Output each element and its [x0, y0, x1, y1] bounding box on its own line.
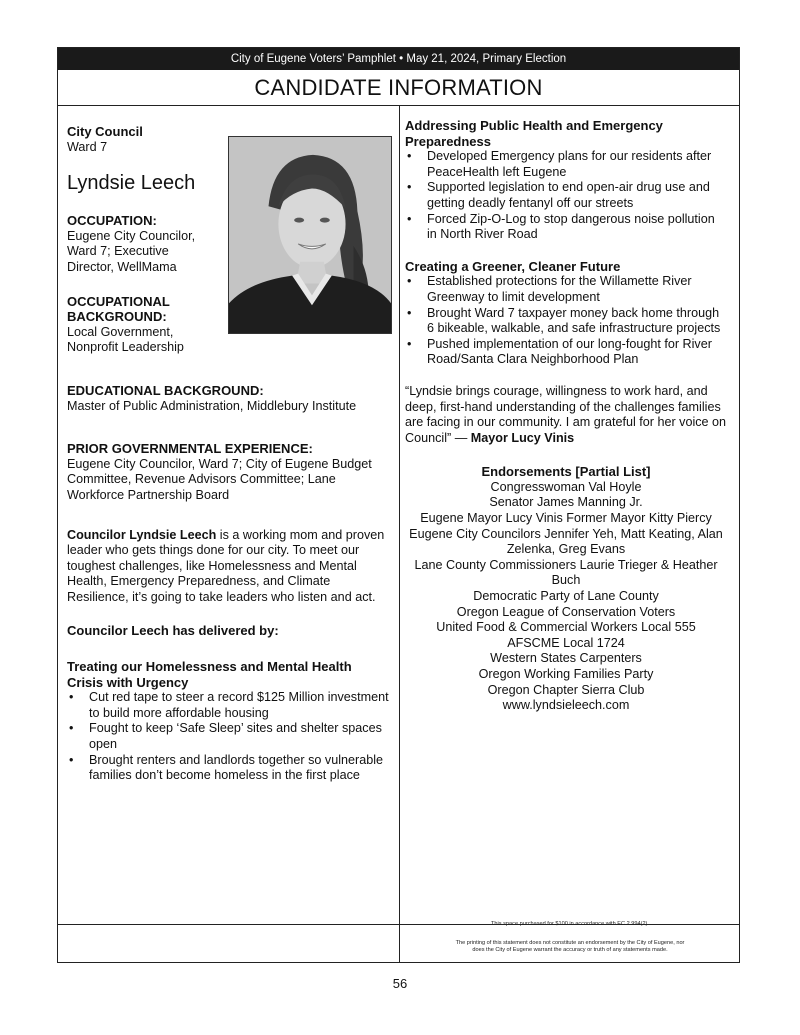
candidate-name: Lyndsie Leech: [67, 172, 196, 195]
occupation: Eugene City Councilor, Ward 7; Executive Director, WellMama: [67, 228, 196, 274]
section-list: [67, 690, 389, 784]
endorsement-item: Eugene City Councilors Jennifer Yeh, Matt Keating, Alan Zelenka, Greg Evans: [409, 526, 723, 557]
intro-rest: is a working mom and proven leader who gets things done for our city. To meet our toughest challenges, like Homelessness and Mental Health, Emergency Preparedness, and Climate Resilience, it’s going to take leaders who listen and act.: [67, 527, 385, 604]
disclaimer: [400, 940, 740, 954]
pamphlet-banner: City of Eugene Voters’ Pamphlet • May 21, 2024, Primary Election: [58, 48, 739, 70]
list-item: • Supported legislation to end open-air drug use and getting deadly fentanyl off our streets: [405, 180, 727, 211]
delivered-heading: Councilor Leech has delivered by:: [67, 623, 279, 639]
occ-background-label-2: BACKGROUND:: [67, 309, 167, 325]
intro-bold: Councilor Lyndsie Leech: [67, 527, 217, 542]
office: City Council: [67, 124, 143, 139]
intro-paragraph: [67, 528, 389, 606]
list-item: • Forced Zip-O-Log to stop dangerous noise pollution in North River Road: [405, 212, 727, 243]
endorsement-item: AFSCME Local 1724: [507, 635, 625, 650]
endorsement-item: Congresswoman Val Hoyle: [490, 479, 642, 494]
endorsement-item: Democratic Party of Lane County: [473, 589, 659, 604]
endorsement-quote: [405, 384, 727, 446]
endorsement-item: Lane County Commissioners Laurie Trieger & Heather Buch: [414, 557, 718, 588]
section-heading: Creating a Greener, Cleaner Future: [405, 258, 621, 274]
column-divider: [399, 106, 400, 963]
education-label: EDUCATIONAL BACKGROUND:: [67, 382, 264, 398]
endorsement-item: Oregon Chapter Sierra Club: [487, 682, 645, 697]
list-item: • Cut red tape to steer a record $125 Million investment to build more affordable housing: [67, 690, 389, 721]
endorsement-item: Eugene Mayor Lucy Vinis Former Mayor Kitty Piercy: [420, 511, 712, 526]
prior-experience-label: PRIOR GOVERNMENTAL EXPERIENCE:: [67, 441, 313, 457]
page-number: 56: [392, 976, 408, 991]
list-item: • Fought to keep ‘Safe Sleep’ sites and shelter spaces open: [67, 721, 389, 752]
right-column: [405, 118, 727, 714]
occ-background: Local Government, Nonprofit Leadership: [67, 324, 184, 355]
disclaimer-line: does the City of Eugene warrant the accuracy or truth of any statements made.: [472, 947, 668, 953]
section-heading: Treating our Homelessness and Mental Health Crisis with Urgency: [67, 659, 352, 690]
disclaimer-line: The printing of this statement does not constitute an endorsement by the City of Eugene, nor: [455, 940, 685, 946]
occ-background-label-1: OCCUPATIONAL: [67, 293, 170, 309]
endorsement-item: Western States Carpenters: [490, 651, 642, 666]
occupation-label: OCCUPATION:: [67, 213, 157, 229]
list-item: • Brought renters and landlords together so vulnerable families don’t become homeless in the first place: [67, 753, 389, 784]
endorsements: [405, 464, 727, 714]
list-item: • Established protections for the Willamette River Greenway to limit development: [405, 274, 727, 305]
quote-text: “Lyndsie brings courage, willingness to work hard, and deep, first-hand understanding of the challenges families are facing in our community. I am grateful for her voice on Council” —: [405, 383, 727, 445]
section-heading: Addressing Public Health and Emergency Preparedness: [405, 118, 663, 149]
endorsements-heading: Endorsements [Partial List]: [481, 464, 651, 480]
education: Master of Public Administration, Middlebury Institute: [67, 398, 357, 413]
purchase-note: This space purchased for $100 in accordance with EC 2.994(2).: [491, 921, 649, 927]
list-item: • Pushed implementation of our long-fought for River Road/Santa Clara Neighborhood Plan: [405, 337, 727, 368]
section-list: [405, 274, 727, 368]
list-item: • Brought Ward 7 taxpayer money back home through 6 bikeable, walkable, and safe infrastructure projects: [405, 306, 727, 337]
page-title: CANDIDATE INFORMATION: [58, 70, 739, 106]
section-list: [405, 149, 727, 243]
endorsement-item: Senator James Manning Jr.: [489, 495, 643, 510]
endorsement-item: Oregon League of Conservation Voters: [456, 604, 676, 619]
ward: Ward 7: [67, 139, 108, 154]
left-column: [67, 124, 389, 784]
list-item: • Developed Emergency plans for our residents after PeaceHealth left Eugene: [405, 149, 727, 180]
prior-experience: Eugene City Councilor, Ward 7; City of Eugene Budget Committee, Revenue Advisors Committee; Lane Workforce Partnership Board: [67, 456, 372, 502]
endorsement-item: United Food & Commercial Workers Local 555: [436, 620, 696, 635]
endorsement-item: Oregon Working Families Party: [478, 667, 654, 681]
website-link[interactable]: www.lyndsieleech.com: [502, 698, 630, 713]
quote-attribution: Mayor Lucy Vinis: [470, 430, 575, 445]
